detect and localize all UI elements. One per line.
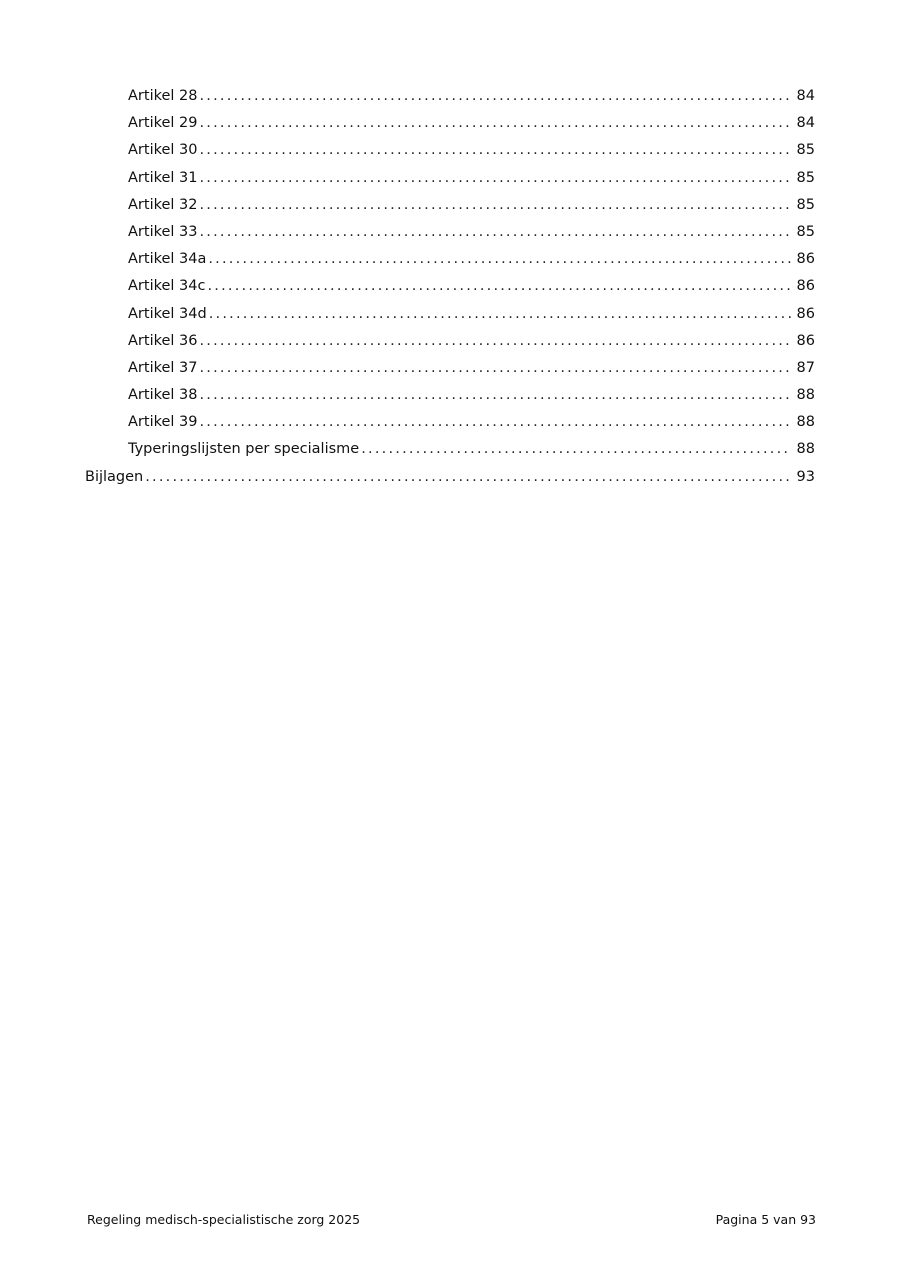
toc-dot-leader [361, 439, 791, 459]
toc-entry-page: 85 [796, 169, 815, 186]
page-number: Pagina 5 van 93 [715, 1212, 816, 1227]
toc-entry-page: 86 [796, 332, 815, 349]
toc-entry-page: 88 [796, 441, 815, 458]
toc-dot-leader [199, 385, 791, 405]
toc-dot-leader [208, 249, 791, 269]
toc-entry-page: 86 [796, 305, 815, 322]
toc-entry-artikel-33[interactable] [85, 222, 815, 249]
toc-entry-label: Artikel 31 [128, 169, 198, 186]
toc-entry-label: Artikel 37 [128, 359, 198, 376]
toc-entry-label: Artikel 34a [128, 251, 207, 268]
toc-dot-leader [199, 140, 791, 160]
toc-entry-page: 88 [796, 387, 815, 404]
page-footer [87, 1212, 816, 1227]
toc-entry-label: Artikel 30 [128, 142, 198, 159]
toc-dot-leader [199, 358, 791, 378]
toc-dot-leader [199, 168, 791, 188]
toc-entry-artikel-28[interactable] [85, 86, 815, 113]
toc-dot-leader [199, 331, 791, 351]
toc-dot-leader [199, 195, 791, 215]
toc-entry-label: Artikel 33 [128, 223, 198, 240]
toc-entry-label: Artikel 32 [128, 196, 198, 213]
toc-entry-artikel-36[interactable] [85, 331, 815, 358]
toc-entry-page: 84 [796, 115, 815, 132]
toc-entry-label: Artikel 29 [128, 115, 198, 132]
toc-entry-page: 87 [796, 359, 815, 376]
toc-dot-leader [145, 467, 791, 487]
toc-entry-page: 85 [796, 142, 815, 159]
toc-entry-page: 86 [796, 251, 815, 268]
toc-entry-page: 85 [796, 196, 815, 213]
toc-entry-label: Artikel 38 [128, 387, 198, 404]
toc-entry-page: 85 [796, 223, 815, 240]
toc-entry-label: Typeringslijsten per specialisme [128, 441, 360, 458]
toc-dot-leader [207, 276, 791, 296]
toc-entry-typeringslijsten[interactable] [85, 439, 815, 466]
toc-entry-artikel-39[interactable] [85, 412, 815, 439]
toc-entry-label: Artikel 28 [128, 88, 198, 104]
toc-entry-label: Bijlagen [85, 468, 144, 485]
toc-dot-leader [199, 412, 791, 432]
table-of-contents [85, 86, 815, 494]
toc-entry-artikel-30[interactable] [85, 140, 815, 167]
toc-entry-artikel-32[interactable] [85, 195, 815, 222]
toc-entry-artikel-37[interactable] [85, 358, 815, 385]
toc-entry-page: 93 [796, 468, 815, 485]
toc-entry-label: Artikel 39 [128, 414, 198, 431]
toc-dot-leader [209, 304, 791, 324]
toc-dot-leader [199, 86, 791, 106]
toc-entry-artikel-34a[interactable] [85, 249, 815, 276]
toc-entry-artikel-31[interactable] [85, 168, 815, 195]
toc-entry-label: Artikel 34c [128, 278, 206, 295]
toc-entry-artikel-34c[interactable] [85, 276, 815, 303]
toc-entry-artikel-34d[interactable] [85, 304, 815, 331]
toc-entry-page: 88 [796, 414, 815, 431]
toc-dot-leader [199, 113, 791, 133]
toc-entry-page: 84 [796, 88, 815, 104]
toc-entry-artikel-38[interactable] [85, 385, 815, 412]
toc-entry-label: Artikel 34d [128, 305, 207, 322]
toc-dot-leader [199, 222, 791, 242]
toc-entry-bijlagen[interactable] [85, 467, 815, 494]
toc-entry-page: 86 [796, 278, 815, 295]
toc-entry-label: Artikel 36 [128, 332, 198, 349]
toc-entry-artikel-29[interactable] [85, 113, 815, 140]
document-title: Regeling medisch-specialistische zorg 2025 [87, 1212, 361, 1227]
